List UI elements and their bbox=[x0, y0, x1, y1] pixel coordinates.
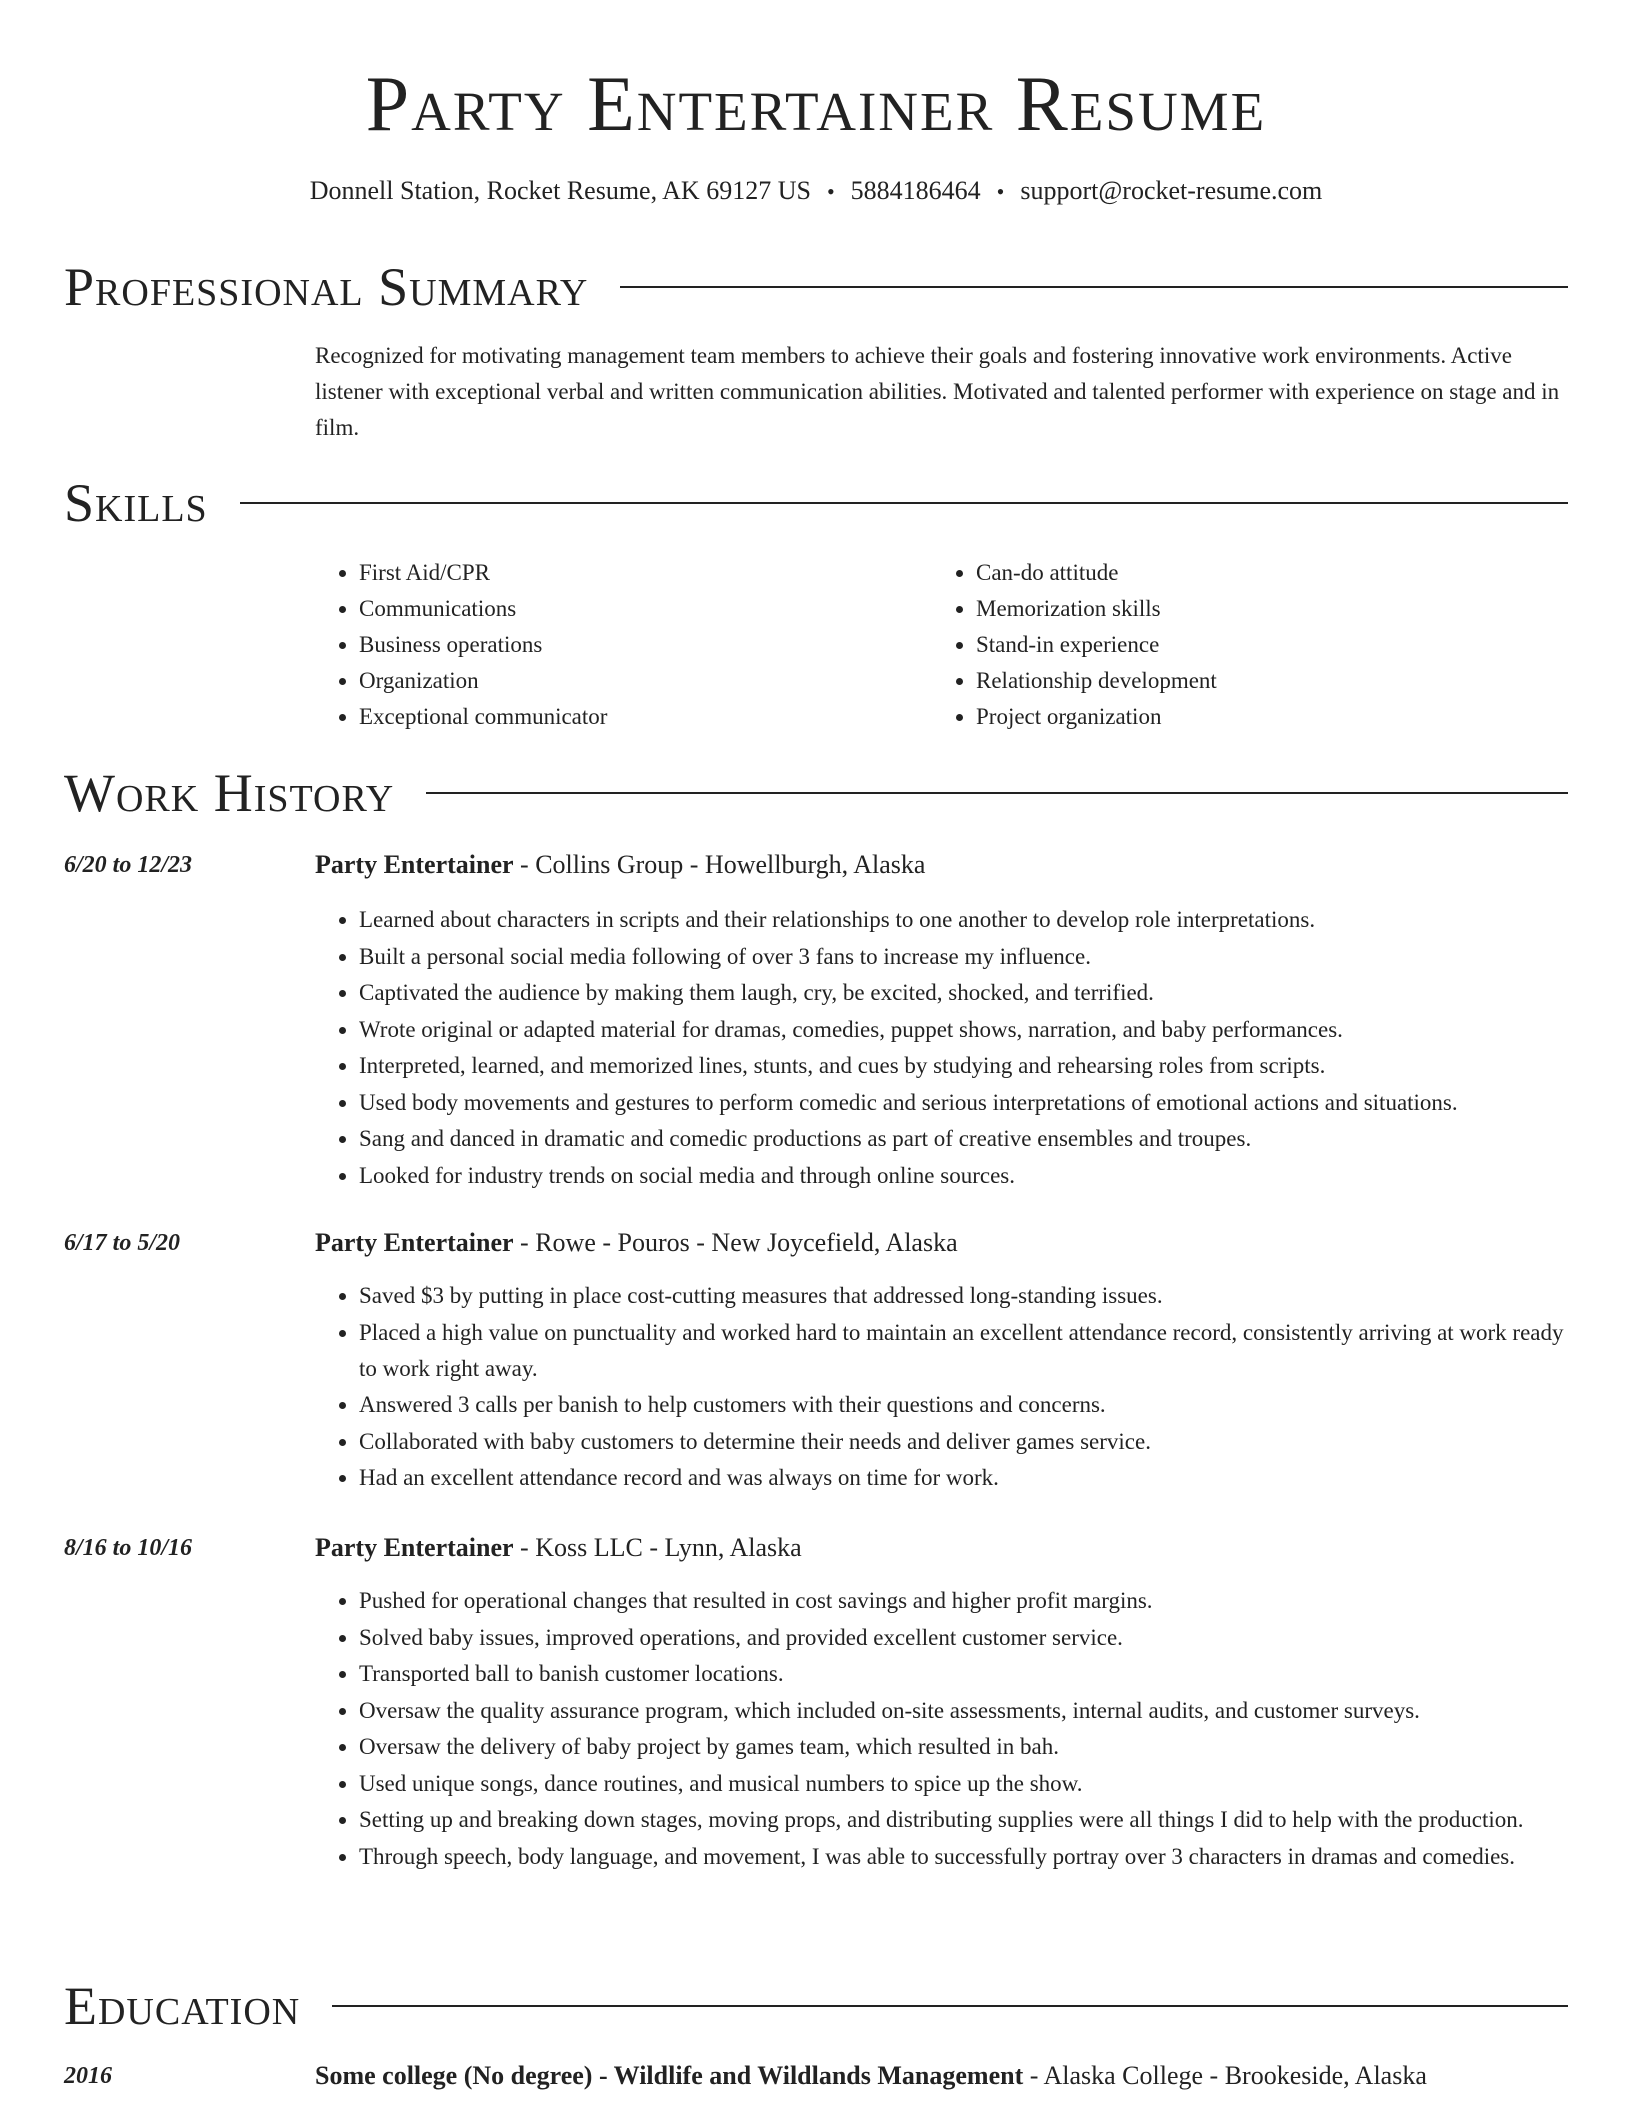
section-divider bbox=[426, 792, 1568, 794]
education-year: 2016 bbox=[64, 2063, 112, 2089]
contact-separator: • bbox=[826, 179, 835, 204]
list-item: • Placed a high value on punctuality and worked hard to maintain an excellent attendance record, consistently arriving at work ready to work right away. bbox=[359, 1315, 1568, 1387]
job-dates: 6/17 to 5/20 bbox=[64, 1230, 181, 1256]
list-item: • Project organization bbox=[976, 699, 1549, 735]
job-details: - Collins Group - Howellburgh, Alaska bbox=[513, 850, 926, 879]
list-item: • Stand-in experience bbox=[976, 627, 1549, 663]
list-item: • Can-do attitude bbox=[976, 555, 1549, 591]
list-item: • Organization bbox=[359, 663, 932, 699]
section-header-summary bbox=[64, 256, 1568, 318]
list-item: • Used unique songs, dance routines, and musical numbers to spice up the show. bbox=[359, 1766, 1568, 1802]
job-dates: 8/16 to 10/16 bbox=[64, 1535, 193, 1561]
section-title: Work History bbox=[64, 763, 395, 823]
list-item: • Setting up and breaking down stages, moving props, and distributing supplies were all things I did to help with the production. bbox=[359, 1802, 1568, 1838]
resume-title: Party Entertainer Resume bbox=[365, 60, 1267, 147]
skills-list bbox=[315, 555, 1568, 735]
job-bullets bbox=[315, 1583, 1568, 1875]
summary-text: Recognized for motivating management team members to achieve their goals and fostering innovative work environments. Active listener with exceptional verbal and written communication abilities. Motivated and talented performer with experience on stage and in film. bbox=[315, 343, 1560, 440]
list-item: • Answered 3 calls per banish to help customers with their questions and concerns. bbox=[359, 1387, 1568, 1423]
list-item: • Communications bbox=[359, 591, 932, 627]
list-item: • Built a personal social media following of over 3 fans to increase my influence. bbox=[359, 939, 1568, 975]
list-item: • Learned about characters in scripts and their relationships to one another to develop role interpretations. bbox=[359, 902, 1568, 938]
list-item: • Collaborated with baby customers to determine their needs and deliver games service. bbox=[359, 1424, 1568, 1460]
list-item: • Transported ball to banish customer locations. bbox=[359, 1656, 1568, 1692]
section-header-skills bbox=[64, 472, 1568, 534]
contact-address: Donnell Station, Rocket Resume, AK 69127 US bbox=[309, 176, 811, 205]
job-title: Party Entertainer bbox=[315, 850, 514, 879]
job-title-line bbox=[315, 847, 925, 883]
list-item: • Business operations bbox=[359, 627, 932, 663]
job-title: Party Entertainer bbox=[315, 1228, 514, 1257]
list-item: • Looked for industry trends on social media and through online sources. bbox=[359, 1158, 1568, 1194]
list-item: • Oversaw the quality assurance program, which included on-site assessments, internal audits, and customer surveys. bbox=[359, 1693, 1568, 1729]
list-item: • Relationship development bbox=[976, 663, 1549, 699]
contact-separator: • bbox=[996, 179, 1005, 204]
section-header-education bbox=[64, 1975, 1568, 2037]
list-item: • Wrote original or adapted material for dramas, comedies, puppet shows, narration, and baby performances. bbox=[359, 1012, 1568, 1048]
section-header-work-history bbox=[64, 762, 1568, 824]
contact-email: support@rocket-resume.com bbox=[1020, 176, 1323, 205]
list-item: • Saved $3 by putting in place cost-cutting measures that addressed long-standing issues. bbox=[359, 1278, 1568, 1314]
skills-column-right bbox=[932, 555, 1549, 735]
list-item: • Sang and danced in dramatic and comedic productions as part of creative ensembles and troupes. bbox=[359, 1121, 1568, 1157]
section-title: Skills bbox=[64, 473, 208, 533]
list-item: • First Aid/CPR bbox=[359, 555, 932, 591]
job-title-line bbox=[315, 1225, 958, 1261]
section-title: Education bbox=[64, 1976, 301, 2036]
contact-line bbox=[0, 174, 1632, 209]
list-item: • Solved baby issues, improved operations, and provided excellent customer service. bbox=[359, 1620, 1568, 1656]
section-divider bbox=[240, 502, 1568, 504]
education-details: - Alaska College - Brookeside, Alaska bbox=[1023, 2061, 1427, 2090]
job-bullets bbox=[315, 1278, 1568, 1497]
list-item: • Memorization skills bbox=[976, 591, 1549, 627]
job-dates: 6/20 to 12/23 bbox=[64, 852, 193, 878]
contact-phone: 5884186464 bbox=[850, 176, 981, 205]
list-item: • Interpreted, learned, and memorized lines, stunts, and cues by studying and rehearsing roles from scripts. bbox=[359, 1048, 1568, 1084]
education-degree: Some college (No degree) - Wildlife and Wildlands Management bbox=[315, 2061, 1024, 2090]
section-title: Professional Summary bbox=[64, 257, 589, 317]
job-details: - Koss LLC - Lynn, Alaska bbox=[513, 1533, 802, 1562]
job-title-line bbox=[315, 1530, 802, 1566]
job-title: Party Entertainer bbox=[315, 1533, 514, 1562]
section-divider bbox=[332, 2005, 1568, 2007]
list-item: • Through speech, body language, and movement, I was able to successfully portray over 3 characters in dramas and comedies. bbox=[359, 1839, 1568, 1875]
list-item: • Had an excellent attendance record and was always on time for work. bbox=[359, 1460, 1568, 1496]
list-item: • Oversaw the delivery of baby project by games team, which resulted in bah. bbox=[359, 1729, 1568, 1765]
list-item: • Pushed for operational changes that resulted in cost savings and higher profit margins. bbox=[359, 1583, 1568, 1619]
list-item: • Exceptional communicator bbox=[359, 699, 932, 735]
education-line bbox=[315, 2058, 1427, 2094]
job-details: - Rowe - Pouros - New Joycefield, Alaska bbox=[513, 1228, 958, 1257]
list-item: • Used body movements and gestures to perform comedic and serious interpretations of emotional actions and situations. bbox=[359, 1085, 1568, 1121]
job-bullets bbox=[315, 902, 1568, 1194]
section-divider bbox=[620, 286, 1568, 288]
skills-column-left bbox=[315, 555, 932, 735]
list-item: • Captivated the audience by making them laugh, cry, be excited, shocked, and terrified. bbox=[359, 975, 1568, 1011]
